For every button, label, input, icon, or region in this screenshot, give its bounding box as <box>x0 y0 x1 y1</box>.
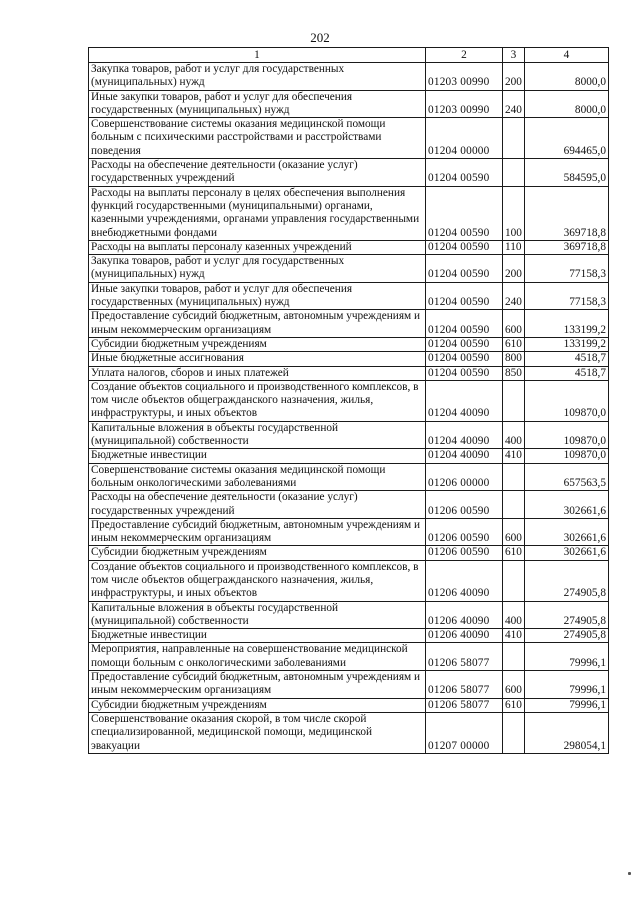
table-row <box>89 698 609 712</box>
amount-cell: 302661,6 <box>525 518 609 546</box>
expense-type-cell: 400 <box>503 421 525 449</box>
table-row <box>89 352 609 366</box>
expense-type-cell <box>503 118 525 159</box>
table-row <box>89 629 609 643</box>
expense-type-cell: 400 <box>503 601 525 629</box>
table-row <box>89 671 609 699</box>
table-row <box>89 421 609 449</box>
target-code-cell: 01204 40090 <box>426 449 503 463</box>
expense-name-cell: Иные закупки товаров, работ и услуг для обеспечения государственных (муниципальных) нужд <box>89 282 426 310</box>
table-row <box>89 601 609 629</box>
target-code-cell: 01206 40090 <box>426 601 503 629</box>
expense-name-cell: Закупка товаров, работ и услуг для государственных (муниципальных) нужд <box>89 63 426 91</box>
target-code-cell: 01204 40090 <box>426 421 503 449</box>
amount-cell: 4518,7 <box>525 366 609 380</box>
expense-name-cell: Субсидии бюджетным учреждениям <box>89 546 426 560</box>
expense-type-cell: 610 <box>503 337 525 351</box>
expense-type-cell: 200 <box>503 255 525 283</box>
table-row <box>89 118 609 159</box>
expense-type-cell <box>503 380 525 421</box>
expense-name-cell: Иные закупки товаров, работ и услуг для обеспечения государственных (муниципальных) нужд <box>89 90 426 118</box>
expense-name-cell: Закупка товаров, работ и услуг для государственных (муниципальных) нужд <box>89 255 426 283</box>
amount-cell: 133199,2 <box>525 337 609 351</box>
expense-type-cell: 600 <box>503 671 525 699</box>
expense-type-cell: 100 <box>503 186 525 240</box>
amount-cell: 77158,3 <box>525 282 609 310</box>
table-row <box>89 240 609 254</box>
expense-name-cell: Совершенствование оказания скорой, в том числе скорой специализированной, медицинской помощи, медицинской эвакуации <box>89 712 426 753</box>
amount-cell: 77158,3 <box>525 255 609 283</box>
amount-cell: 109870,0 <box>525 449 609 463</box>
table-row <box>89 63 609 91</box>
expense-type-cell: 410 <box>503 629 525 643</box>
expense-type-cell <box>503 712 525 753</box>
target-code-cell: 01204 00590 <box>426 186 503 240</box>
table-row <box>89 159 609 187</box>
target-code-cell: 01206 58077 <box>426 671 503 699</box>
amount-cell: 274905,8 <box>525 629 609 643</box>
expense-name-cell: Субсидии бюджетным учреждениям <box>89 698 426 712</box>
target-code-cell: 01206 40090 <box>426 560 503 601</box>
expense-name-cell: Предоставление субсидий бюджетным, автономным учреждениям и иным некоммерческим организациям <box>89 518 426 546</box>
table-row <box>89 282 609 310</box>
table-row <box>89 560 609 601</box>
expense-name-cell: Бюджетные инвестиции <box>89 449 426 463</box>
column-header-2: 2 <box>426 48 503 63</box>
target-code-cell: 01203 00990 <box>426 63 503 91</box>
target-code-cell: 01206 00590 <box>426 491 503 519</box>
amount-cell: 79996,1 <box>525 671 609 699</box>
amount-cell: 584595,0 <box>525 159 609 187</box>
amount-cell: 4518,7 <box>525 352 609 366</box>
expense-name-cell: Капитальные вложения в объекты государственной (муниципальной) собственности <box>89 601 426 629</box>
amount-cell: 369718,8 <box>525 186 609 240</box>
expense-type-cell <box>503 463 525 491</box>
target-code-cell: 01204 00590 <box>426 310 503 338</box>
table-row <box>89 546 609 560</box>
expense-name-cell: Капитальные вложения в объекты государственной (муниципальной) собственности <box>89 421 426 449</box>
expense-name-cell: Расходы на обеспечение деятельности (оказание услуг) государственных учреждений <box>89 159 426 187</box>
table-row <box>89 337 609 351</box>
column-header-3: 3 <box>503 48 525 63</box>
amount-cell: 133199,2 <box>525 310 609 338</box>
target-code-cell: 01204 00590 <box>426 366 503 380</box>
expense-type-cell: 200 <box>503 63 525 91</box>
target-code-cell: 01204 00590 <box>426 255 503 283</box>
expense-type-cell <box>503 560 525 601</box>
table-row <box>89 643 609 671</box>
expense-name-cell: Уплата налогов, сборов и иных платежей <box>89 366 426 380</box>
target-code-cell: 01206 58077 <box>426 643 503 671</box>
table-row <box>89 712 609 753</box>
amount-cell: 302661,6 <box>525 546 609 560</box>
target-code-cell: 01204 00590 <box>426 337 503 351</box>
table-row <box>89 518 609 546</box>
amount-cell: 298054,1 <box>525 712 609 753</box>
expense-name-cell: Совершенствование системы оказания медицинской помощи больным онкологическими заболеваниями <box>89 463 426 491</box>
target-code-cell: 01206 00590 <box>426 546 503 560</box>
expense-type-cell <box>503 491 525 519</box>
amount-cell: 109870,0 <box>525 421 609 449</box>
table-row <box>89 463 609 491</box>
expense-type-cell <box>503 643 525 671</box>
table-row <box>89 310 609 338</box>
expense-type-cell: 600 <box>503 518 525 546</box>
expense-type-cell: 410 <box>503 449 525 463</box>
column-number-row <box>89 48 609 63</box>
expense-name-cell: Создание объектов социального и производственного комплексов, в том числе объектов общегражданского назначения, жилья, инфраструктуры, и иных объектов <box>89 380 426 421</box>
expense-name-cell: Мероприятия, направленные на совершенствование медицинской помощи больным с онкологическими заболеваниями <box>89 643 426 671</box>
amount-cell: 79996,1 <box>525 643 609 671</box>
target-code-cell: 01206 40090 <box>426 629 503 643</box>
amount-cell: 369718,8 <box>525 240 609 254</box>
expense-type-cell: 850 <box>503 366 525 380</box>
expense-type-cell: 610 <box>503 698 525 712</box>
target-code-cell: 01204 00590 <box>426 282 503 310</box>
expense-type-cell: 240 <box>503 90 525 118</box>
table-row <box>89 449 609 463</box>
column-header-1: 1 <box>89 48 426 63</box>
target-code-cell: 01204 40090 <box>426 380 503 421</box>
expense-type-cell: 240 <box>503 282 525 310</box>
amount-cell: 274905,8 <box>525 601 609 629</box>
scan-artifact <box>628 872 631 875</box>
amount-cell: 657563,5 <box>525 463 609 491</box>
target-code-cell: 01204 00590 <box>426 240 503 254</box>
target-code-cell: 01204 00590 <box>426 352 503 366</box>
expense-name-cell: Расходы на выплаты персоналу казенных учреждений <box>89 240 426 254</box>
amount-cell: 694465,0 <box>525 118 609 159</box>
amount-cell: 8000,0 <box>525 90 609 118</box>
target-code-cell: 01204 00590 <box>426 159 503 187</box>
expense-name-cell: Субсидии бюджетным учреждениям <box>89 337 426 351</box>
table-row <box>89 255 609 283</box>
target-code-cell: 01206 00000 <box>426 463 503 491</box>
expense-type-cell: 600 <box>503 310 525 338</box>
amount-cell: 302661,6 <box>525 491 609 519</box>
expense-type-cell: 110 <box>503 240 525 254</box>
table-row <box>89 380 609 421</box>
amount-cell: 109870,0 <box>525 380 609 421</box>
budget-table <box>88 47 609 754</box>
expense-type-cell: 800 <box>503 352 525 366</box>
expense-type-cell: 610 <box>503 546 525 560</box>
expense-name-cell: Расходы на обеспечение деятельности (оказание услуг) государственных учреждений <box>89 491 426 519</box>
expense-type-cell <box>503 159 525 187</box>
target-code-cell: 01204 00000 <box>426 118 503 159</box>
target-code-cell: 01207 00000 <box>426 712 503 753</box>
expense-name-cell: Иные бюджетные ассигнования <box>89 352 426 366</box>
target-code-cell: 01206 00590 <box>426 518 503 546</box>
amount-cell: 8000,0 <box>525 63 609 91</box>
column-header-4: 4 <box>525 48 609 63</box>
amount-cell: 79996,1 <box>525 698 609 712</box>
target-code-cell: 01206 58077 <box>426 698 503 712</box>
page-number: 202 <box>310 30 330 45</box>
expense-name-cell: Совершенствование системы оказания медицинской помощи больным с психическими расстройствами и расстройствами поведения <box>89 118 426 159</box>
table-row <box>89 90 609 118</box>
table-row <box>89 186 609 240</box>
expense-name-cell: Предоставление субсидий бюджетным, автономным учреждениям и иным некоммерческим организациям <box>89 671 426 699</box>
table-row <box>89 491 609 519</box>
target-code-cell: 01203 00990 <box>426 90 503 118</box>
expense-name-cell: Создание объектов социального и производственного комплексов, в том числе объектов общегражданского назначения, жилья, инфраструктуры, и иных объектов <box>89 560 426 601</box>
amount-cell: 274905,8 <box>525 560 609 601</box>
expense-name-cell: Расходы на выплаты персоналу в целях обеспечения выполнения функций государственными (муниципальными) органами, казенными учреждениями, органами управления государственными внебюджетными фондами <box>89 186 426 240</box>
expense-name-cell: Бюджетные инвестиции <box>89 629 426 643</box>
table-row <box>89 366 609 380</box>
expense-name-cell: Предоставление субсидий бюджетным, автономным учреждениям и иным некоммерческим организациям <box>89 310 426 338</box>
